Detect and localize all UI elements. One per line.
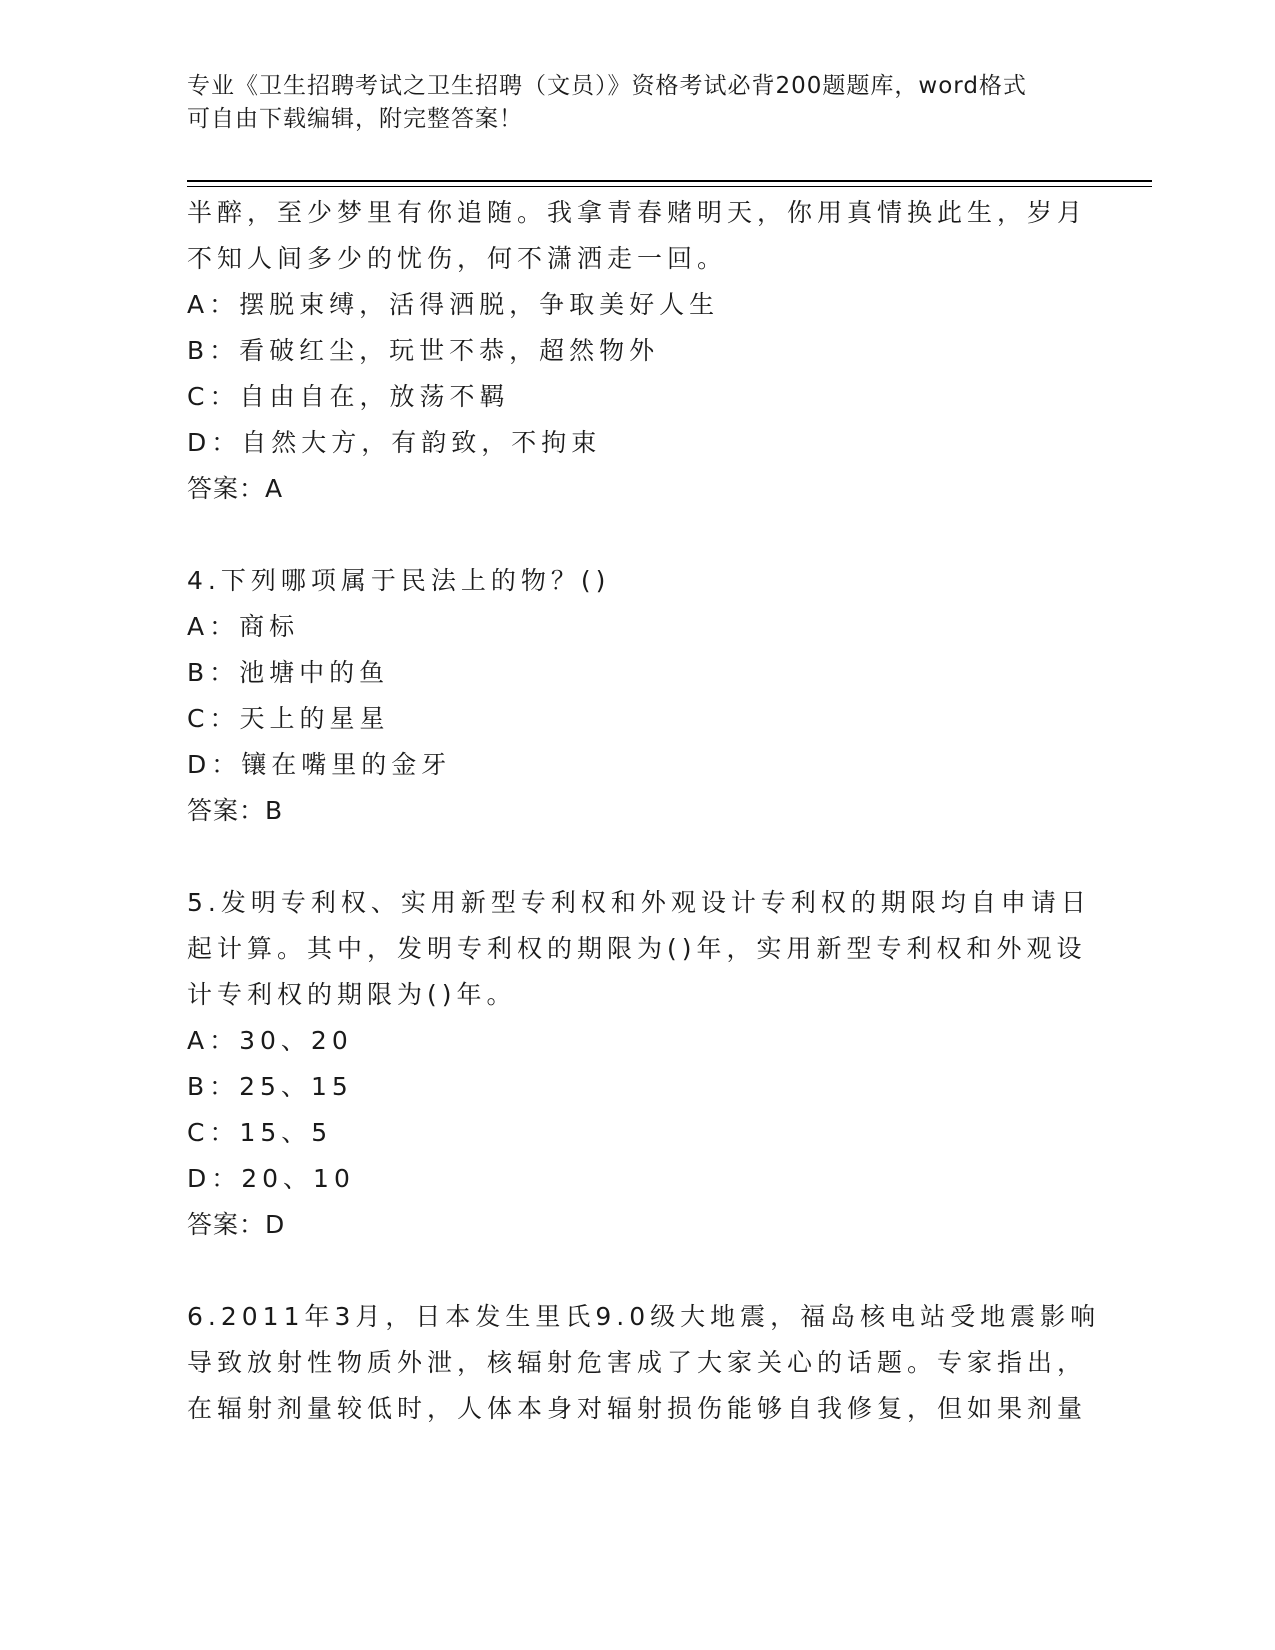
answer: 答案：D [187, 1210, 286, 1239]
question-stem-line: 在辐射剂量较低时，人体本身对辐射损伤能够自我修复，但如果剂量 [187, 1394, 1088, 1423]
document-header [187, 70, 1087, 136]
answer: 答案：A [187, 474, 284, 503]
question-stem-line: 不知人间多少的忧伤，何不潇洒走一回。 [187, 244, 728, 273]
header-divider-thin [187, 186, 1152, 187]
question-stem-line: 5.发明专利权、实用新型专利权和外观设计专利权的期限均自申请日 [187, 888, 1091, 917]
option-c: C：15、5 [187, 1118, 333, 1147]
question-3 [187, 190, 1087, 512]
option-a: A：商标 [187, 612, 300, 641]
question-6 [187, 1294, 1101, 1432]
option-c: C：天上的星星 [187, 704, 390, 733]
header-line-2: 可自由下载编辑，附完整答案！ [187, 106, 523, 132]
question-stem-line: 4.下列哪项属于民法上的物？() [187, 566, 611, 595]
question-stem-line: 6.2011年3月，日本发生里氏9.0级大地震，福岛核电站受地震影响 [187, 1302, 1101, 1331]
option-b: B：池塘中的鱼 [187, 658, 390, 687]
document-body [187, 190, 1101, 1432]
option-d: D：自然大方，有韵致，不拘束 [187, 428, 602, 457]
question-stem-line: 导致放射性物质外泄，核辐射危害成了大家关心的话题。专家指出， [187, 1348, 1088, 1377]
option-b: B：25、15 [187, 1072, 353, 1101]
option-d: D：20、10 [187, 1164, 355, 1193]
header-line-1: 专业《卫生招聘考试之卫生招聘（文员）》资格考试必背200题题库，word格式 [187, 73, 1027, 99]
answer: 答案：B [187, 796, 284, 825]
question-stem-line: 计专利权的期限为()年。 [187, 980, 517, 1009]
question-stem-line: 起计算。其中，发明专利权的期限为()年，实用新型专利权和外观设 [187, 934, 1087, 963]
option-d: D：镶在嘴里的金牙 [187, 750, 452, 779]
option-a: A：摆脱束缚，活得洒脱，争取美好人生 [187, 290, 720, 319]
option-a: A：30、20 [187, 1026, 353, 1055]
option-c: C：自由自在，放荡不羁 [187, 382, 510, 411]
option-b: B：看破红尘，玩世不恭，超然物外 [187, 336, 660, 365]
question-4 [187, 558, 1087, 834]
question-stem-line: 半醉，至少梦里有你追随。我拿青春赌明天，你用真情换此生，岁月 [187, 198, 1088, 227]
header-divider-thick [187, 180, 1152, 182]
question-5 [187, 880, 1091, 1248]
